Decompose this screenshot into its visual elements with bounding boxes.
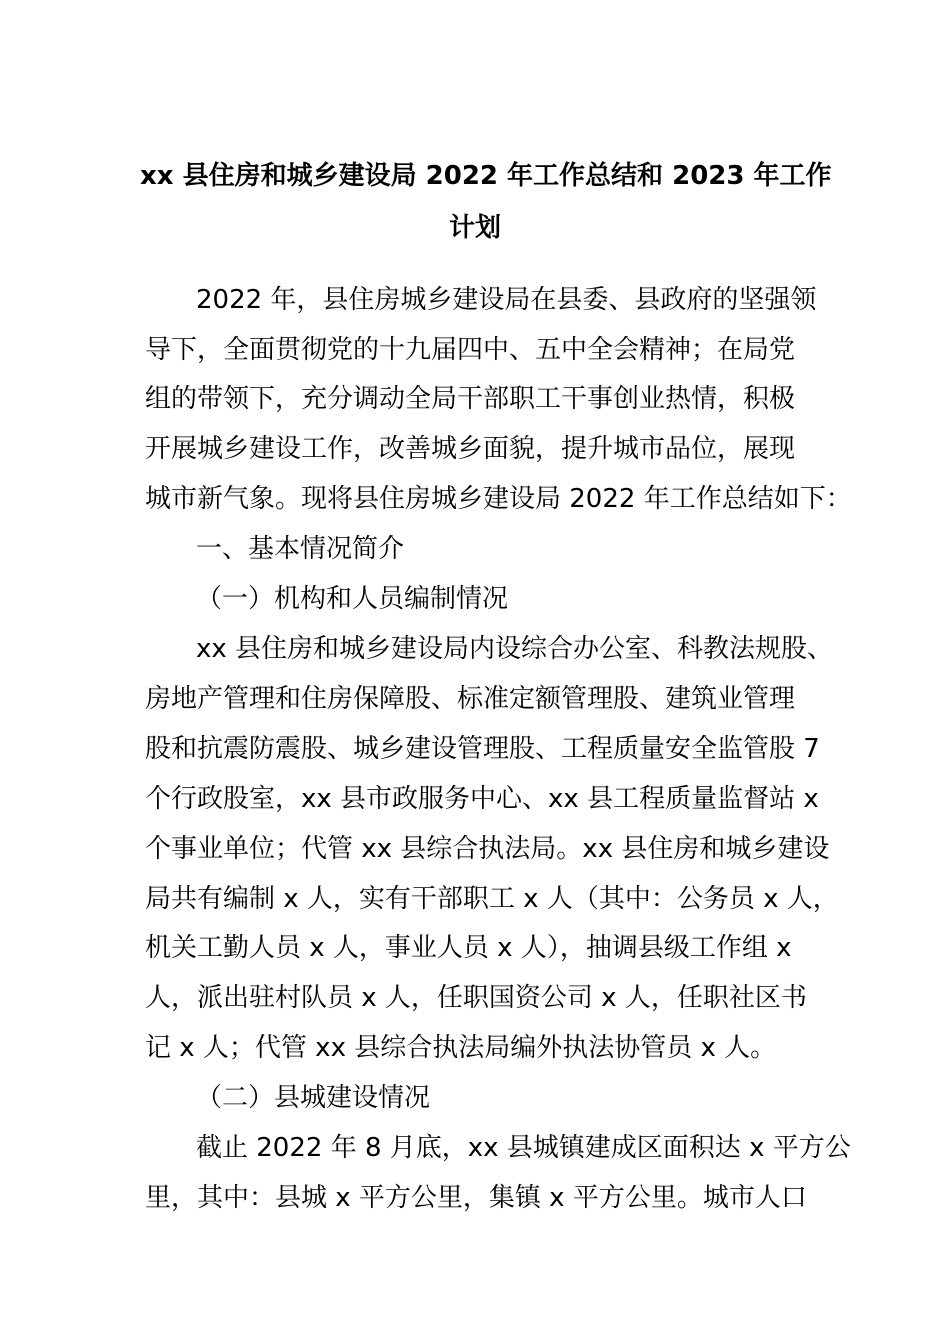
document-title-line-2: 计划 [448,213,501,243]
paragraph-line: 组的带领下，充分调动全局干部职工干事创业热情，积极 [145,384,796,414]
paragraph-line: 房地产管理和住房保障股、标准定额管理股、建筑业管理 [145,684,796,714]
paragraph-line: 记 x 人；代管 xx 县综合执法局编外执法协管员 x 人。 [145,1033,777,1063]
paragraph-line: 导下，全面贯彻党的十九届四中、五中全会精神；在局党 [145,335,796,365]
paragraph-line: 股和抗震防震股、城乡建设管理股、工程质量安全监管股 7 [145,734,820,764]
paragraph-line: 局共有编制 x 人，实有干部职工 x 人（其中：公务员 x 人， [145,884,839,914]
paragraph-line: xx 县住房和城乡建设局内设综合办公室、科教法规股、 [196,634,834,664]
subsection-heading: （一）机构和人员编制情况 [196,584,509,614]
paragraph-line: 城市新气象。现将县住房城乡建设局 2022 年工作总结如下： [145,484,852,514]
paragraph-line: 个事业单位；代管 xx 县综合执法局。xx 县住房和城乡建设 [145,834,830,864]
paragraph-line: 人，派出驻村队员 x 人，任职国资公司 x 人，任职社区书 [145,983,807,1013]
paragraph-line: 截止 2022 年 8 月底，xx 县城镇建成区面积达 x 平方公 [196,1133,851,1163]
paragraph-line: 个行政股室，xx 县市政服务中心、xx 县工程质量监督站 x [145,784,819,814]
section-heading: 一、基本情况简介 [196,534,405,564]
paragraph-line: 机关工勤人员 x 人，事业人员 x 人），抽调县级工作组 x [145,933,792,963]
document-title-line-1: xx 县住房和城乡建设局 2022 年工作总结和 2023 年工作 [140,161,832,191]
paragraph-line: 开展城乡建设工作，改善城乡面貌，提升城市品位，展现 [145,434,796,464]
subsection-heading: （二）县城建设情况 [196,1083,431,1113]
paragraph-line: 里，其中：县城 x 平方公里，集镇 x 平方公里。城市人口 [145,1183,807,1213]
paragraph-line: 2022 年，县住房城乡建设局在县委、县政府的坚强领 [196,285,817,315]
